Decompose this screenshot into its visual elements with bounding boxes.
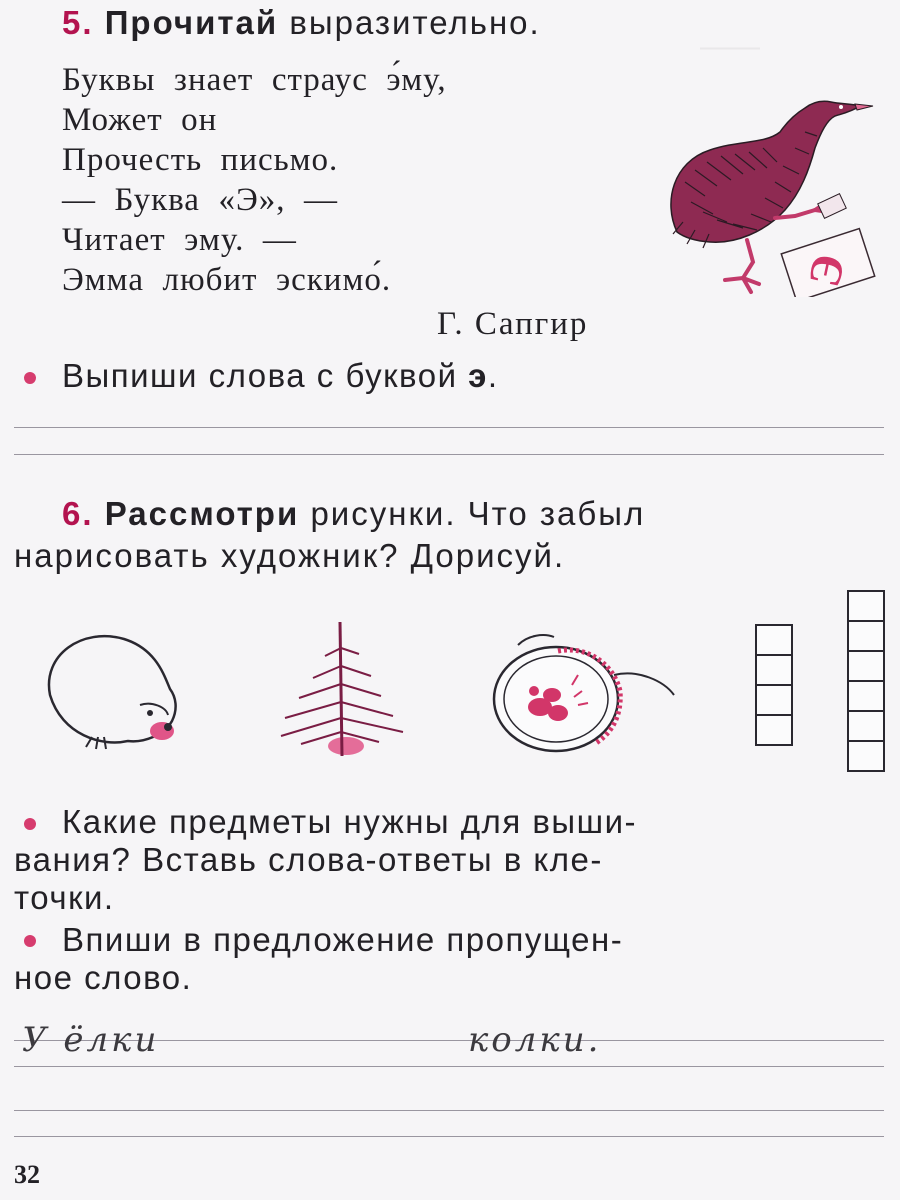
writing-line <box>14 1136 884 1137</box>
answer-cell[interactable] <box>847 650 885 682</box>
poem-line: Эмма любит эскимо́. <box>62 262 392 298</box>
writing-line <box>14 454 884 455</box>
card-letter: Э <box>797 249 855 291</box>
answer-cell[interactable] <box>847 590 885 622</box>
handwritten-text: колки. <box>468 1020 602 1060</box>
page-number: 32 <box>14 1160 40 1189</box>
embroidery-hoop-drawing <box>488 625 688 755</box>
task6-bullet2-line: ное слово. <box>14 959 193 996</box>
task5-bullet-end: . <box>487 357 499 394</box>
ghost-text: —— <box>700 30 760 63</box>
poem-line: Читает эму. — <box>62 222 297 258</box>
task5-heading <box>62 4 541 42</box>
task6-number: 6. <box>62 495 94 532</box>
task5-instruction: выразительно. <box>289 4 541 41</box>
handwritten-text: У ёлки <box>22 1020 160 1060</box>
task6-heading <box>62 495 645 533</box>
answer-cells-tall[interactable] <box>847 592 885 772</box>
writing-line <box>14 427 884 428</box>
task6-bullet2-line: Впиши в предложение пропущен- <box>62 921 624 958</box>
answer-cell[interactable] <box>755 684 793 716</box>
task5-number: 5. <box>62 4 94 41</box>
answer-cell[interactable] <box>847 680 885 712</box>
answer-cells-short[interactable] <box>755 626 793 746</box>
poem-line: Буквы знает страус э́му, <box>62 62 447 98</box>
fir-tree-drawing <box>268 618 418 763</box>
task5-verb: Прочитай <box>104 4 279 41</box>
task5-bullet-letter: э <box>468 357 488 394</box>
task6-verb: Рассмотри <box>104 495 300 532</box>
poem-author: Г. Сапгир <box>437 306 589 342</box>
answer-cell[interactable] <box>755 654 793 686</box>
task6-bullet1-line: точки. <box>14 879 115 916</box>
task6-instruction: рисунки. Что забыл <box>310 495 646 532</box>
task5-bullet <box>62 357 499 395</box>
hedgehog-drawing <box>32 625 182 755</box>
task5-bullet-text: Выпиши слова с буквой <box>62 357 458 394</box>
bullet-dot <box>24 372 36 384</box>
writing-line <box>14 1110 884 1111</box>
task6-bullet1 <box>14 803 884 917</box>
answer-cell[interactable] <box>755 624 793 656</box>
task6-bullet2 <box>14 921 884 997</box>
writing-line <box>14 1066 884 1067</box>
answer-cell[interactable] <box>847 620 885 652</box>
poem-line: Может он <box>62 102 218 138</box>
poem-line: Прочесть письмо. <box>62 142 339 178</box>
task6-instruction-line2: нарисовать художник? Дорисуй. <box>14 537 566 574</box>
task6-bullet1-line: вания? Вставь слова-ответы в кле- <box>14 841 603 878</box>
poem <box>62 60 447 300</box>
answer-cell[interactable] <box>847 740 885 772</box>
answer-cell[interactable] <box>847 710 885 742</box>
emu-illustration <box>655 92 885 297</box>
poem-line: — Буква «Э», — <box>62 182 338 218</box>
task6-bullet1-line: Какие предметы нужны для выши- <box>62 803 637 840</box>
answer-cell[interactable] <box>755 714 793 746</box>
